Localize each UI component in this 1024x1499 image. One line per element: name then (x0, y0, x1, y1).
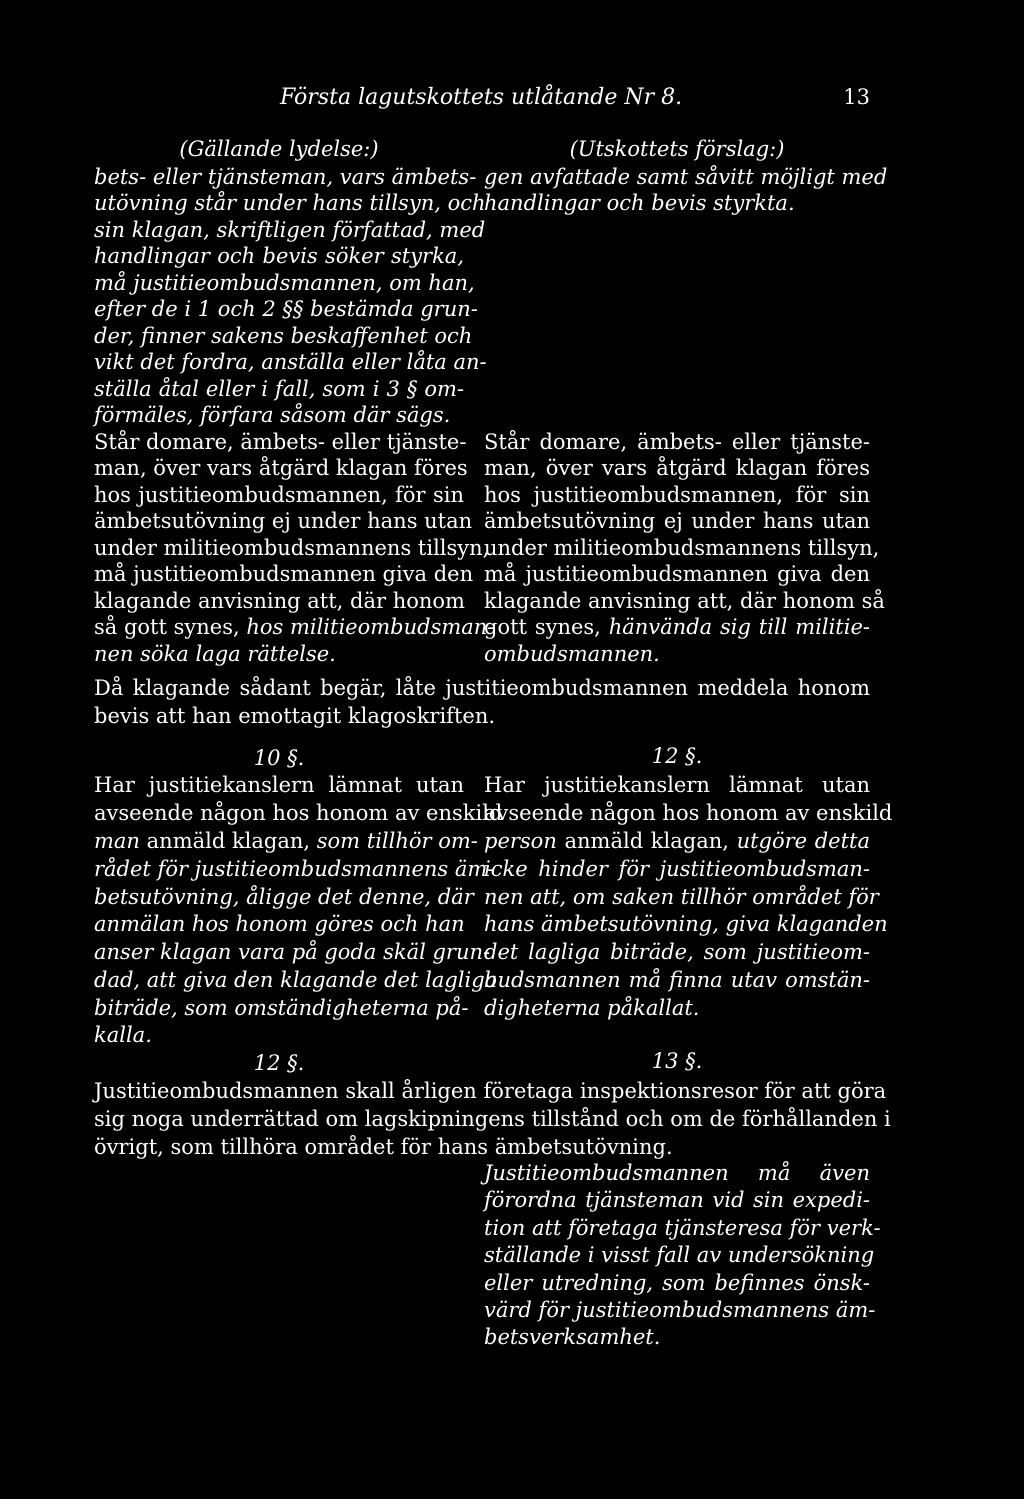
text-line: övrigt, som tillhöra området för hans ämbetsutövning. (94, 1135, 673, 1159)
text-span: anmäld klagan, (139, 829, 317, 853)
text-line: avseende någon hos honom av enskild (484, 801, 893, 825)
text-span: så gott synes, (94, 615, 247, 639)
text-line: hos justitieombudsmannen, för sin (94, 483, 464, 507)
text-span: utgöre detta (736, 829, 870, 853)
text-line: Står domare, ämbets- eller tjänste- (484, 430, 870, 454)
text-line: vikt det fordra, anställa eller låta an- (94, 350, 487, 374)
text-line (94, 828, 478, 854)
text-line: budsmannen må finna utav omstän- (484, 968, 870, 992)
text-line: ämbetsutövning ej under hans utan (484, 509, 870, 533)
text-line: anser klagan vara på goda skäl grun- (94, 940, 491, 964)
text-line: ämbetsutövning ej under hans utan (94, 509, 473, 533)
text-line: betsutövning, åligge det denne, där (94, 885, 474, 909)
text-line: förordna tjänsteman vid sin expedi- (484, 1188, 870, 1212)
text-line: sig noga underrättad om lagskipningens tillstånd och om de förhållanden i (94, 1107, 891, 1131)
text-line: eller utredning, som befinnes önsk- (484, 1271, 870, 1295)
text-line: nen att, om saken tillhör området för (484, 885, 879, 909)
text-line: förmäles, förfara såsom där sägs. (94, 403, 451, 427)
text-line: icke hinder för justitieombudsman- (484, 857, 870, 881)
text-span: som tillhör om- (316, 829, 478, 853)
text-line: rådet för justitieombudsmannens äm- (94, 857, 495, 881)
text-span: gott synes, (484, 615, 609, 639)
text-line: värd för justitieombudsmannens äm- (484, 1298, 876, 1322)
text-line: kalla. (94, 1023, 152, 1047)
text-line: klagande anvisning att, där honom så (484, 589, 885, 613)
text-line: ställa åtal eller i fall, som i 3 § om- (94, 377, 464, 401)
text-line (484, 614, 870, 640)
section-heading: 13 §. (651, 1049, 703, 1073)
text-line: bevis att han emottagit klagoskriften. (94, 704, 496, 728)
text-line: biträde, som omständigheterna på- (94, 996, 469, 1020)
text-line: der, finner sakens beskaffenhet och (94, 324, 473, 348)
section-heading: 12 §. (651, 744, 703, 768)
text-line: digheterna påkallat. (484, 996, 700, 1020)
text-line (94, 614, 495, 640)
text-line: det lagliga biträde, som justitieom- (484, 940, 870, 964)
text-line: betsverksamhet. (484, 1325, 661, 1349)
text-line: anmälan hos honom göres och han (94, 912, 465, 936)
running-title: Första lagutskottets utlåtande Nr 8. (280, 85, 683, 110)
text-span: man (94, 829, 140, 853)
left-column-heading: (Gällande lydelse:) (179, 137, 379, 161)
text-line: Står domare, ämbets- eller tjänste- (94, 430, 467, 454)
text-line: avseende någon hos honom av enskild (94, 801, 503, 825)
text-line: hos justitieombudsmannen, för sin (484, 483, 870, 507)
text-line: tion att företaga tjänsteresa för verk- (484, 1216, 881, 1240)
text-line: hans ämbetsutövning, giva klaganden (484, 912, 888, 936)
text-span: hänvända sig till militie- (608, 615, 870, 639)
text-line: dad, att giva den klagande det lagliga (94, 968, 498, 992)
text-line: må justitieombudsmannen, om han, (94, 271, 475, 295)
text-line: handlingar och bevis söker styrka, (94, 244, 464, 268)
text-line: efter de i 1 och 2 §§ bestämda grun- (94, 297, 478, 321)
right-column-heading: (Utskottets förslag:) (569, 137, 785, 161)
text-line: sin klagan, skriftligen författad, med (94, 218, 486, 242)
text-line (484, 828, 870, 854)
text-line: handlingar och bevis styrkta. (484, 191, 795, 215)
text-line: Då klagande sådant begär, låte justitieombudsmannen meddela honom (94, 676, 870, 700)
text-line: under militieombudsmannens tillsyn, (484, 536, 880, 560)
text-line: Justitieombudsmannen skall årligen företaga inspektionsresor för att göra (94, 1079, 887, 1103)
text-line: må justitieombudsmannen giva den (94, 562, 474, 586)
text-line: nen söka laga rättelse. (94, 642, 336, 666)
text-line: klagande anvisning att, där honom (94, 589, 465, 613)
text-line: bets- eller tjänsteman, vars ämbets- (94, 165, 477, 189)
text-line: ombudsmannen. (484, 642, 660, 666)
section-heading: 12 §. (253, 1051, 305, 1075)
text-line: under militieombudsmannens tillsyn, (94, 536, 490, 560)
page-number: 13 (843, 85, 870, 109)
text-line: Justitieombudsmannen må även (484, 1161, 870, 1185)
text-line: man, över vars åtgärd klagan föres (484, 456, 870, 480)
text-line: må justitieombudsmannen giva den (484, 562, 870, 586)
text-line: utövning står under hans tillsyn, och (94, 191, 486, 215)
text-span: person (484, 829, 557, 853)
text-line: Har justitiekanslern lämnat utan (94, 773, 464, 797)
text-line: man, över vars åtgärd klagan föres (94, 456, 468, 480)
text-span: anmäld klagan, (556, 829, 737, 853)
text-span: hos militieombudsman- (246, 615, 495, 639)
text-line: Har justitiekanslern lämnat utan (484, 773, 870, 797)
section-heading: 10 §. (253, 746, 305, 770)
text-line: ställande i visst fall av undersökning (484, 1243, 875, 1267)
text-line: gen avfattade samt såvitt möjligt med (484, 165, 888, 189)
